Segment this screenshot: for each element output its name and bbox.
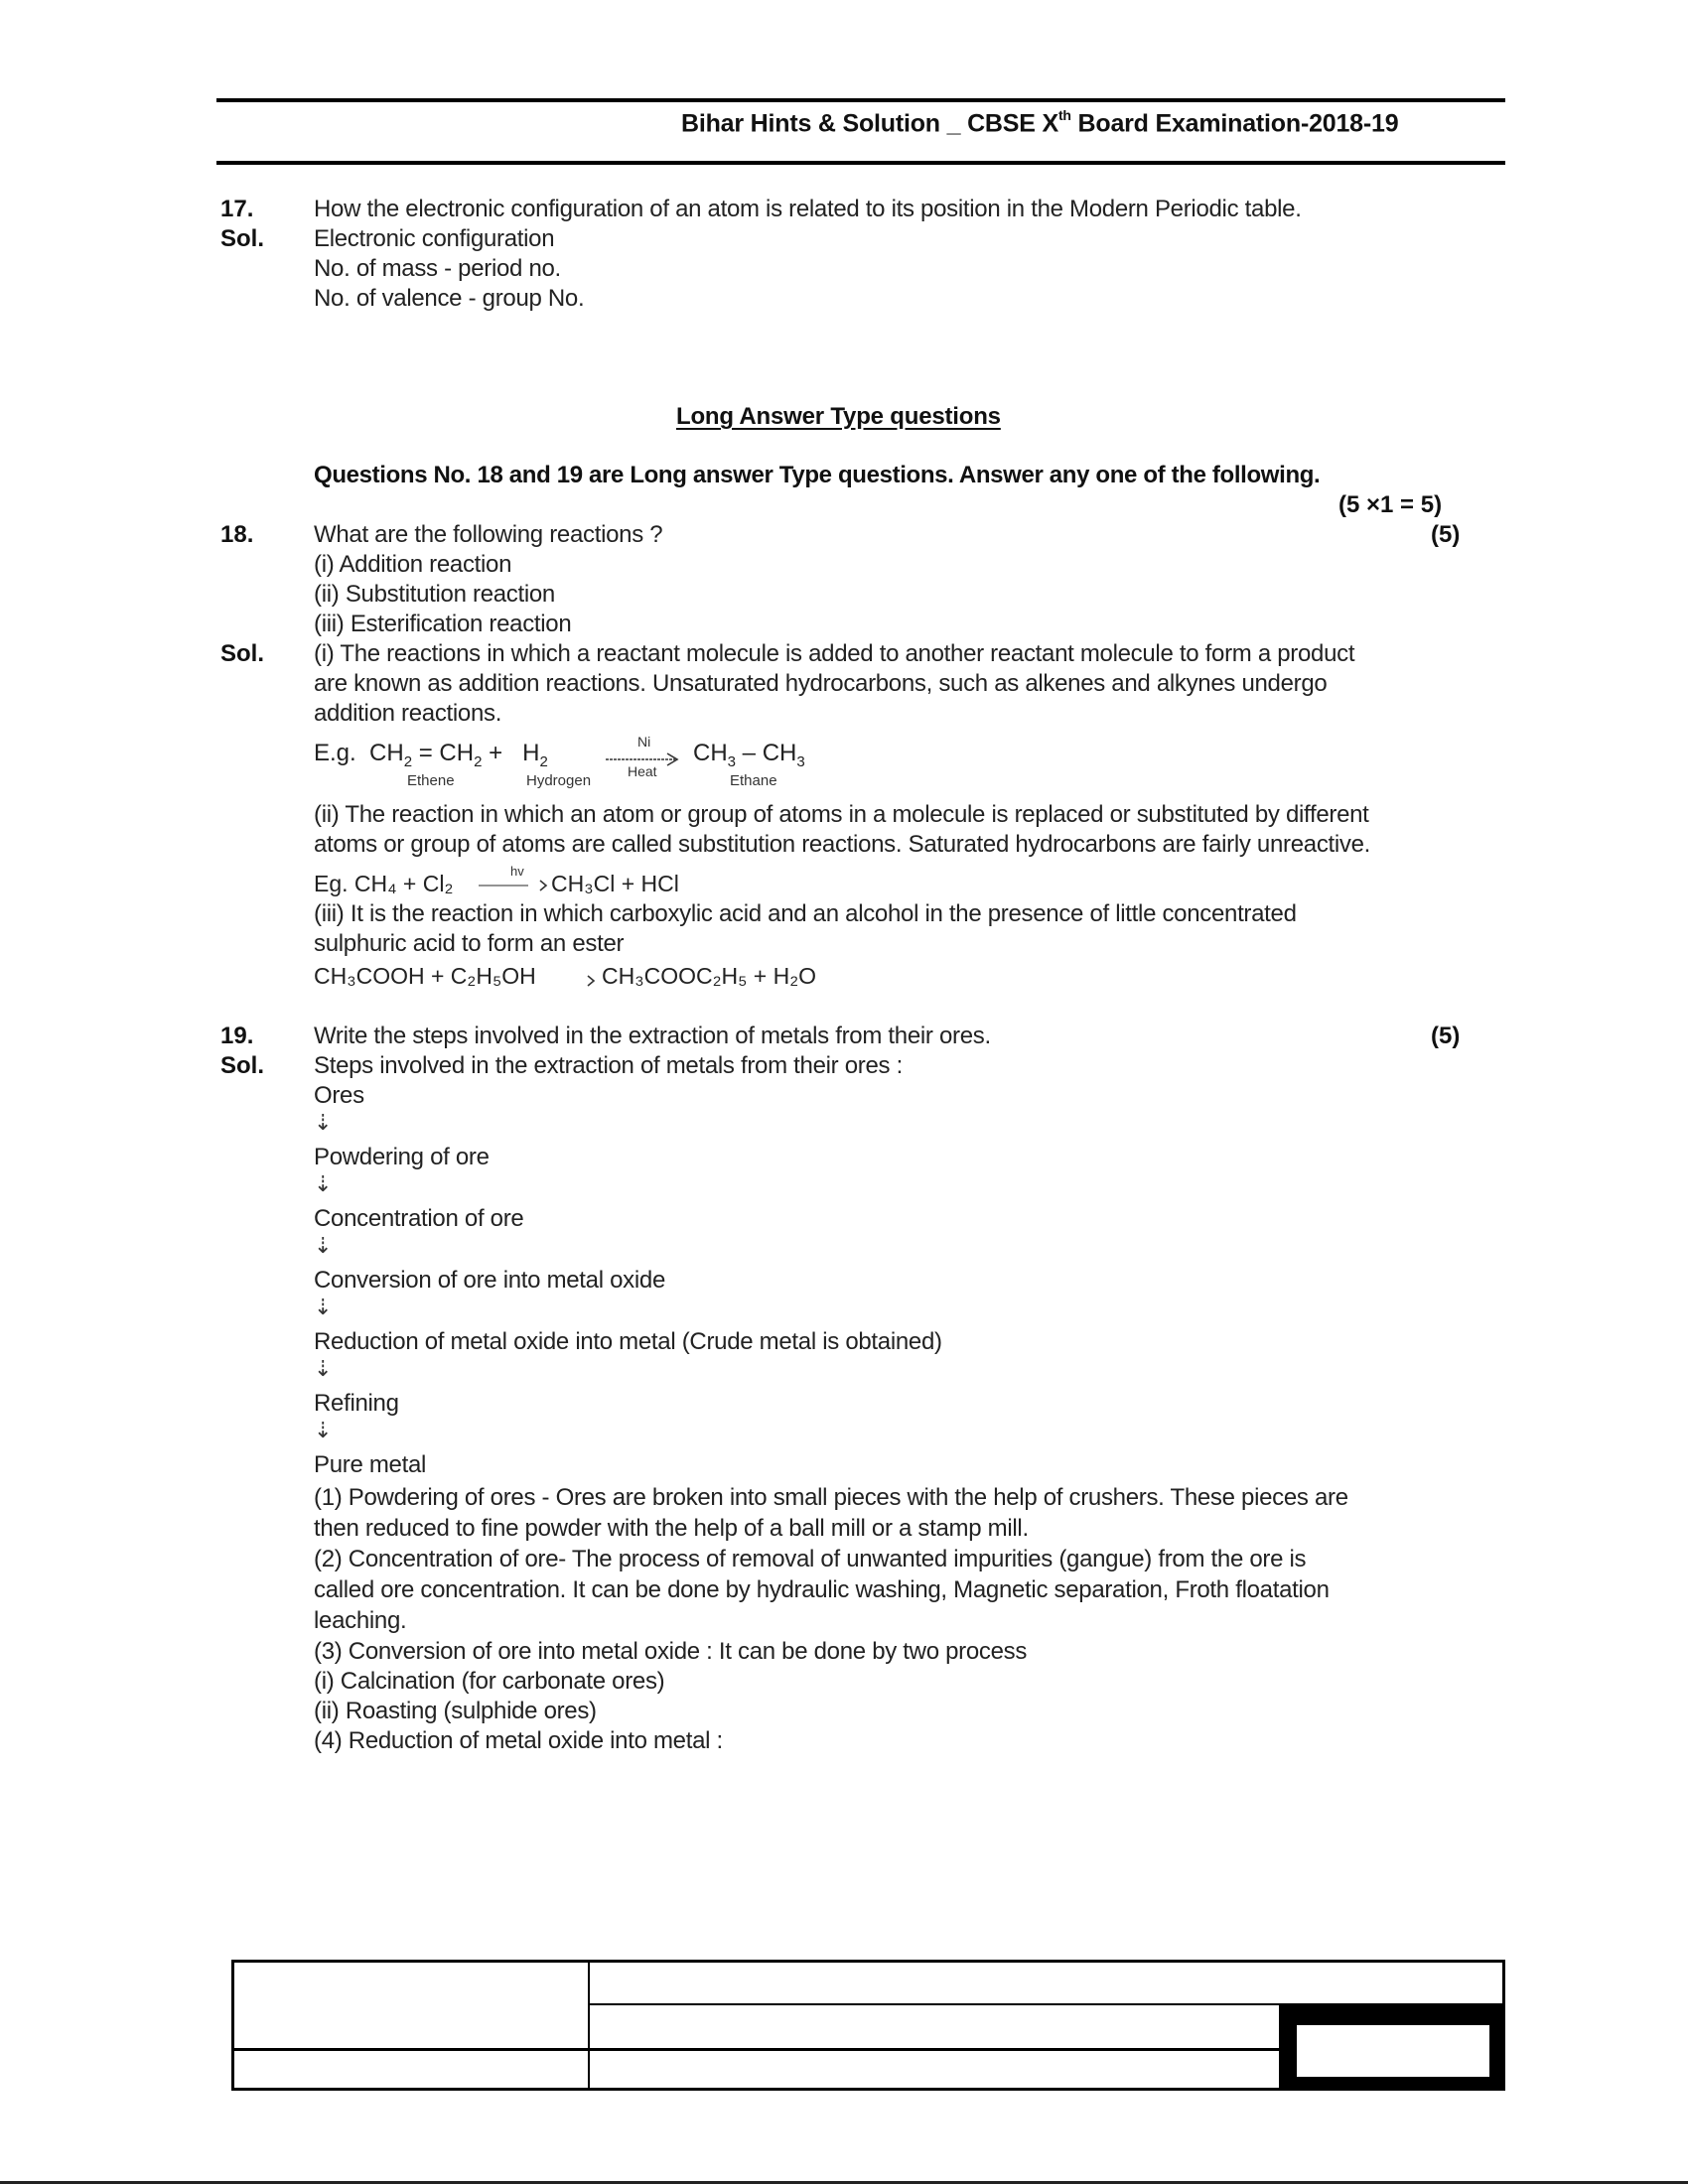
question-19-text: Write the steps involved in the extraction of metals from their ores. — [314, 1023, 991, 1049]
flow-step-conversion: Conversion of ore into metal oxide — [314, 1267, 665, 1294]
solution-19-detail: (i) Calcination (for carbonate ores) — [314, 1668, 665, 1695]
eq1-label-ethane: Ethane — [730, 772, 777, 789]
eq-prefix: Eg. — [314, 871, 349, 896]
solution-19-detail: leaching. — [314, 1607, 407, 1634]
eq-product: CH — [693, 740, 728, 766]
eq-double-bond: = — [412, 740, 440, 766]
solution-19-intro: Steps involved in the extraction of metals from their ores : — [314, 1052, 903, 1079]
eq2-reactants: CH₄ + Cl₂ — [353, 871, 454, 896]
footer-white-box — [1297, 2025, 1489, 2077]
down-arrow-icon: ⇣ — [314, 1295, 333, 1319]
eq-product-b: CH — [762, 740, 797, 766]
down-arrow-icon: ⇣ — [314, 1110, 333, 1135]
eq3-products: CH₃COOC₂H₅ + H₂O — [602, 963, 817, 989]
footer-cell-right-top — [590, 1963, 1502, 2005]
eq1-reaction-arrow — [604, 734, 685, 779]
solution-19-detail: (1) Powdering of ores - Ores are broken into small pieces with the help of crushers. These pieces are — [314, 1484, 1348, 1511]
section-instructions: Questions No. 18 and 19 are Long answer Type questions. Answer any one of the following. — [314, 462, 1321, 488]
question-19-marks: (5) — [1431, 1023, 1461, 1049]
eq-reactant-1b: CH — [439, 740, 475, 766]
question-17-text: How the electronic configuration of an atom is related to its position in the Modern Periodic table. — [314, 196, 1302, 222]
eq-subscript: 3 — [727, 753, 737, 770]
flow-step-concentration: Concentration of ore — [314, 1205, 524, 1232]
footer-cell-middle — [590, 2005, 1281, 2051]
question-18-part: (iii) Esterification reaction — [314, 611, 572, 637]
eq-prefix: E.g. — [314, 740, 356, 766]
footer-cell-left-top — [234, 1963, 590, 2051]
equation-addition-product — [693, 740, 805, 770]
footer-cell-left-bottom — [234, 2051, 590, 2088]
solution-17-line: No. of mass - period no. — [314, 255, 561, 282]
eq-reactant-1: CH — [369, 740, 404, 766]
question-number-17: 17. — [220, 196, 254, 222]
solution-18-line: addition reactions. — [314, 700, 502, 727]
eq1-label-hydrogen: Hydrogen — [526, 772, 592, 789]
question-18-text: What are the following reactions ? — [314, 521, 663, 548]
eq-subscript: 2 — [539, 753, 548, 770]
down-arrow-icon: ⇣ — [314, 1233, 333, 1258]
flow-step-reduction: Reduction of metal oxide into metal (Crude metal is obtained) — [314, 1328, 942, 1355]
equation-addition — [314, 740, 548, 770]
header-title-exam: Board Examination-2018-19 — [1070, 109, 1399, 138]
solution-19-detail: (ii) Roasting (sulphide ores) — [314, 1698, 597, 1724]
header-title-superscript: th — [1057, 107, 1071, 123]
flow-step-pure-metal: Pure metal — [314, 1451, 427, 1478]
question-number-19: 19. — [220, 1023, 254, 1049]
solution-19-detail: called ore concentration. It can be done by hydraulic washing, Magnetic separation, Froth floatation — [314, 1576, 1330, 1603]
section-marks-scheme: (5 ×1 = 5) — [1338, 491, 1443, 518]
solution-19-detail: (4) Reduction of metal oxide into metal : — [314, 1727, 723, 1754]
eq-plus: + — [482, 740, 509, 766]
question-18-marks: (5) — [1431, 521, 1461, 548]
eq1-condition-label: Heat — [628, 763, 657, 779]
page-header-title — [681, 109, 1398, 138]
solution-18-line: (ii) The reaction in which an atom or group of atoms in a molecule is replaced or substituted by different — [314, 801, 1369, 828]
flow-step-refining: Refining — [314, 1390, 399, 1417]
down-arrow-icon: ⇣ — [314, 1356, 333, 1381]
question-number-18: 18. — [220, 521, 254, 548]
solution-18-line: sulphuric acid to form an ester — [314, 930, 625, 957]
section-heading: Long Answer Type questions — [676, 403, 1001, 430]
down-arrow-icon: ⇣ — [314, 1418, 333, 1442]
eq-reactant-2: H — [522, 740, 540, 766]
eq3-reactants: CH₃COOH + C₂H₅OH — [314, 963, 536, 989]
eq2-products: CH₃Cl + HCl — [551, 871, 679, 896]
question-18-part: (ii) Substitution reaction — [314, 581, 555, 608]
solution-19-detail: then reduced to fine powder with the help of a ball mill or a stamp mill. — [314, 1515, 1029, 1542]
flow-step-ores: Ores — [314, 1082, 364, 1109]
right-arrow-icon — [477, 866, 551, 899]
right-arrow-icon — [582, 971, 602, 991]
solution-19-detail: (2) Concentration of ore- The process of removal of unwanted impurities (gangue) from the ore is — [314, 1546, 1307, 1572]
footer-cell-middle-bottom — [590, 2051, 1281, 2088]
eq-subscript: 3 — [796, 753, 805, 770]
solution-19-detail: (3) Conversion of ore into metal oxide : It can be done by two process — [314, 1638, 1028, 1665]
header-top-rule — [216, 98, 1505, 102]
header-bottom-rule — [216, 161, 1505, 165]
solution-18-line: (iii) It is the reaction in which carboxylic acid and an alcohol in the presence of little concentrated — [314, 900, 1297, 927]
solution-label-17: Sol. — [220, 225, 265, 252]
equation-substitution — [314, 871, 453, 897]
flow-step-powdering: Powdering of ore — [314, 1144, 490, 1170]
eq-single-bond: – — [736, 740, 763, 766]
eq-subscript: 2 — [474, 753, 483, 770]
down-arrow-icon: ⇣ — [314, 1171, 333, 1196]
solution-18-line: atoms or group of atoms are called substitution reactions. Saturated hydrocarbons are fairly unreactive. — [314, 831, 1371, 858]
eq2-condition-label: hv — [510, 864, 524, 879]
eq-subscript: 2 — [403, 753, 413, 770]
eq1-catalyst-label: Ni — [637, 734, 651, 750]
solution-17-line: No. of valence - group No. — [314, 285, 585, 312]
solution-18-line: are known as addition reactions. Unsaturated hydrocarbons, such as alkenes and alkynes undergo — [314, 670, 1328, 697]
footer-table — [231, 1960, 1505, 2091]
header-title-main: Bihar Hints & Solution _ CBSE X — [681, 109, 1058, 138]
footer-black-block — [1281, 2005, 1502, 2088]
solution-18-line: (i) The reactions in which a reactant molecule is added to another reactant molecule to form a product — [314, 640, 1355, 667]
eq1-label-ethene: Ethene — [407, 772, 455, 789]
solution-label-18: Sol. — [220, 640, 265, 667]
solution-17-line: Electronic configuration — [314, 225, 555, 252]
solution-label-19: Sol. — [220, 1052, 265, 1079]
question-18-part: (i) Addition reaction — [314, 551, 512, 578]
eq2-reaction-arrow — [477, 866, 551, 899]
